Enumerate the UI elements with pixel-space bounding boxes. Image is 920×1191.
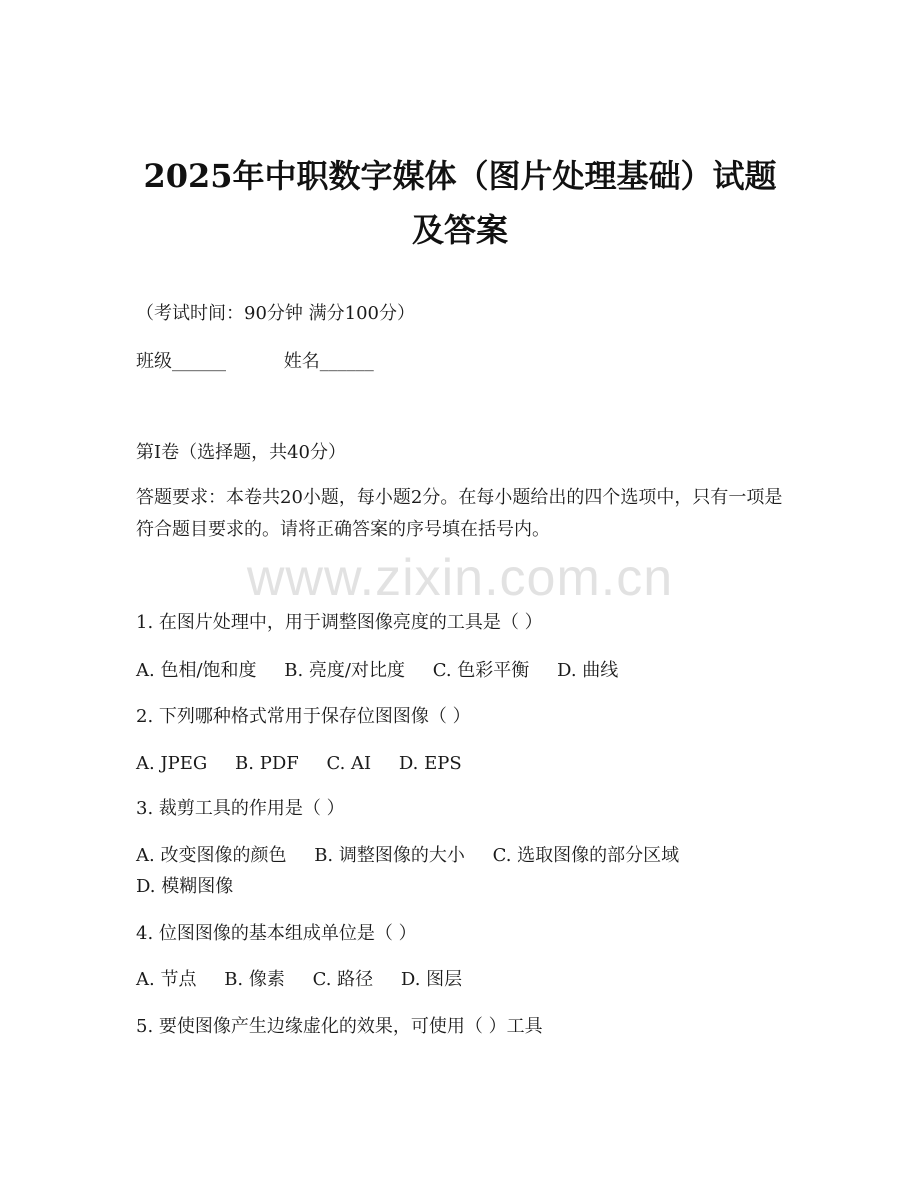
question-1-options <box>136 659 618 683</box>
question-4-stem: 4. 位图图像的基本组成单位是（ ） <box>136 923 417 944</box>
question-1-stem: 1. 在图片处理中，用于调整图像亮度的工具是（ ） <box>136 612 543 633</box>
question-2-option-d: D. EPS <box>398 753 462 774</box>
question-4-option-a: A. 节点 <box>136 969 197 990</box>
question-1-option-b: B. 亮度/对比度 <box>284 660 405 681</box>
section-instructions: 答题要求：本卷共20小题，每小题2分。在每小题给出的四个选项中，只有一项是符合题目要求的。请将正确答案的序号填在括号内。 <box>136 487 783 540</box>
question-1-option-a: A. 色相/饱和度 <box>136 660 257 681</box>
question-2-option-b: B. PDF <box>235 753 299 774</box>
question-2-option-c: C. AI <box>326 753 372 774</box>
question-3-option-a: A. 改变图像的颜色 <box>136 845 287 866</box>
question-3-stem: 3. 裁剪工具的作用是（ ） <box>136 798 345 819</box>
watermark-text: www.zixin.com.cn <box>246 549 674 607</box>
question-3-option-d: D. 模糊图像 <box>136 876 234 897</box>
question-2-stem: 2. 下列哪种格式常用于保存位图图像（ ） <box>136 706 471 727</box>
name-field: 姓名______ <box>283 351 374 372</box>
question-4-options <box>136 968 462 992</box>
question-4-option-c: C. 路径 <box>312 969 374 990</box>
question-5-stem: 5. 要使图像产生边缘虚化的效果，可使用（ ）工具 <box>136 1016 543 1037</box>
question-2-option-a: A. JPEG <box>136 753 208 774</box>
question-4-option-b: B. 像素 <box>224 969 285 990</box>
document-title <box>100 154 820 252</box>
question-3-options-row-1 <box>136 844 679 868</box>
class-field: 班级______ <box>136 351 226 372</box>
exam-time-score: （考试时间：90分钟 满分100分） <box>136 303 415 324</box>
question-1-option-d: D. 曲线 <box>557 660 619 681</box>
title-line-1: 2025年中职数字媒体（图片处理基础）试题 <box>143 157 777 195</box>
question-2-options <box>136 752 462 776</box>
question-3-options-row-2 <box>136 875 233 899</box>
question-3-option-c: C. 选取图像的部分区域 <box>492 845 680 866</box>
title-line-2: 及答案 <box>411 211 508 249</box>
section-heading: 第I卷（选择题，共40分） <box>136 442 347 463</box>
question-4-option-d: D. 图层 <box>400 969 463 990</box>
question-1-option-c: C. 色彩平衡 <box>432 660 530 681</box>
student-info-row <box>136 350 374 374</box>
question-3-option-b: B. 调整图像的大小 <box>314 845 465 866</box>
